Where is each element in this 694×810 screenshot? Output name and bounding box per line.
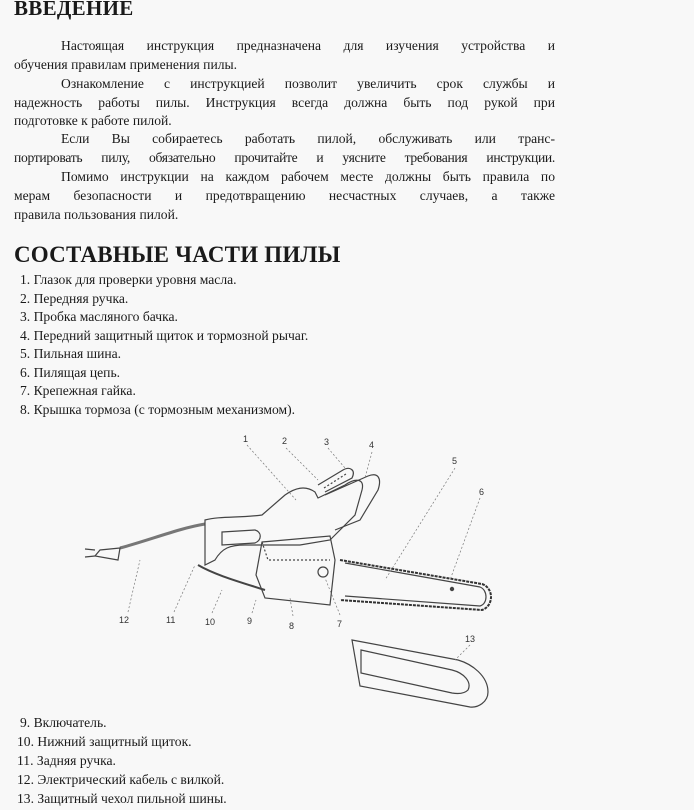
callout-12: 12	[119, 615, 130, 625]
part-item: 8. Крышка тормоза (с тормозным механизмом).	[20, 402, 296, 417]
intro-line: Настоящая инструкция предназначена для изучения устройства и	[61, 38, 555, 53]
callout-2: 2	[282, 436, 288, 446]
callout-8: 8	[289, 621, 295, 631]
part-item: 10. Нижний защитный щиток.	[17, 734, 192, 749]
intro-line: обучения правилам применения пилы.	[14, 57, 238, 72]
callout-13: 13	[465, 634, 476, 644]
callout-9: 9	[247, 616, 253, 626]
callout-3: 3	[324, 437, 330, 447]
part-item: 13. Защитный чехол пильной шины.	[17, 791, 227, 806]
intro-line: портировать пилу, обязательно прочитайте и уясните требования инструкции.	[14, 150, 555, 165]
intro-line: Помимо инструкции на каждом рабочем месте должны быть правила по	[61, 169, 555, 184]
intro-line: правила пользования пилой.	[14, 207, 179, 222]
callout-6: 6	[479, 487, 485, 497]
intro-line: Если Вы собираетесь работать пилой, обслуживать или транс-	[61, 131, 555, 146]
callout-11: 11	[166, 615, 176, 625]
part-item: 7. Крепежная гайка.	[20, 383, 136, 398]
callout-1: 1	[243, 434, 249, 444]
callout-5: 5	[452, 456, 458, 466]
callout-10: 10	[205, 617, 216, 627]
part-item: 2. Передняя ручка.	[20, 291, 129, 306]
part-item: 1. Глазок для проверки уровня масла.	[20, 272, 237, 287]
chainsaw-drawing	[85, 445, 491, 707]
intro-line: Ознакомление с инструкцией позволит увеличить срок службы и	[61, 76, 555, 91]
parts-heading: СОСТАВНЫЕ ЧАСТИ ПИЛЫ	[14, 242, 341, 267]
intro-line: надежность работы пилы. Инструкция всегда должна быть под рукой при	[14, 95, 555, 110]
part-item: 6. Пилящая цепь.	[20, 365, 121, 380]
part-item: 5. Пильная шина.	[20, 346, 122, 361]
intro-line: подготовке к работе пилой.	[14, 113, 172, 128]
callout-7: 7	[337, 619, 343, 629]
part-item: 4. Передний защитный щиток и тормозной рычаг.	[20, 328, 309, 343]
part-item: 9. Включатель.	[20, 715, 107, 730]
intro-heading: ВВЕДЕНИЕ	[14, 0, 134, 20]
part-item: 11. Задняя ручка.	[17, 753, 116, 768]
part-item: 12. Электрический кабель с вилкой.	[17, 772, 225, 787]
callout-4: 4	[369, 440, 375, 450]
part-item: 3. Пробка масляного бачка.	[20, 309, 178, 324]
intro-line: мерам безопасности и предотвращению несчастных случаев, а также	[14, 188, 555, 203]
